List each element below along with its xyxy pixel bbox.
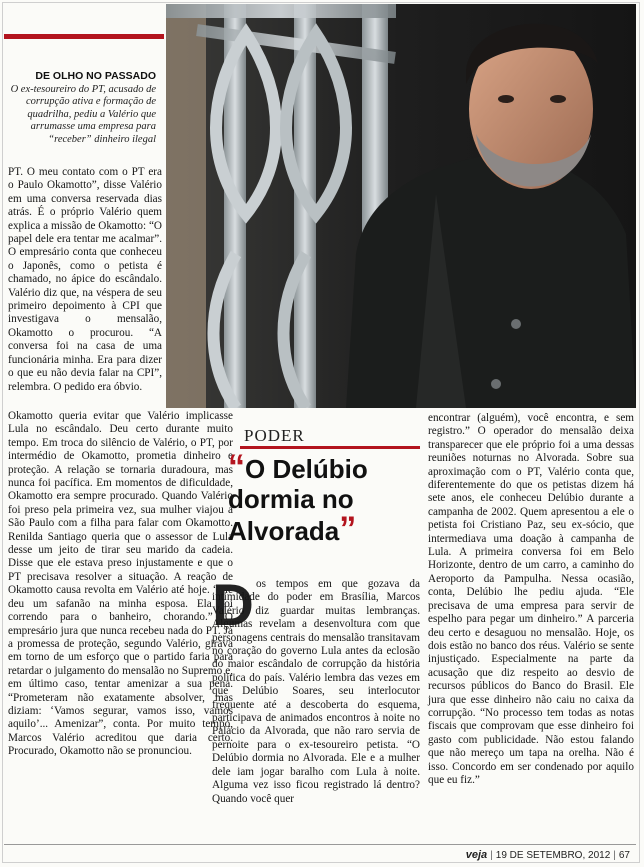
section-label: PODER — [244, 426, 305, 445]
caption-text: O ex-tesoureiro do PT, acusado de corrupção ativa e formação de quadrilha, pediu a Valério que arrumasse uma empresa para “receber” dinheiro ilegal — [10, 83, 156, 145]
page-number: 67 — [618, 850, 630, 861]
article-column-3 — [428, 412, 634, 787]
article-column-2 — [212, 573, 420, 806]
magazine-brand: veja — [465, 849, 488, 861]
issue-date: 19 DE SETEMBRO, 2012 — [495, 850, 611, 861]
accent-bar — [4, 34, 164, 39]
drop-cap: D — [212, 573, 254, 638]
article-headline — [228, 448, 428, 548]
footer-separator: | — [490, 850, 493, 861]
caption-title: DE OLHO NO PASSADO — [35, 70, 156, 82]
photo-illustration — [166, 4, 636, 408]
section-rule — [240, 446, 420, 449]
article-column-1-top — [8, 166, 162, 394]
paragraph: Okamotto queria evitar que Valério implicasse Lula no escândalo. Deu certo durante muito tempo. Em troca do silêncio de Valério, o PT, por intermédio de Okamotto, prometia dinheiro e proteção. A relação se tornaria duradoura, mas nunca foi pacífica. Em momentos de dificuldade, Okamotto era sempre procurado. Quando Valério foi preso pela primeira vez, sua mulher viajou a São Paulo com a filha para falar com Okamotto. Renilda Santiago queria que o assessor de Lula desse um jeito de tirar seu marido da cadeia. Disse que ele estava preso injustamente e que o PT precisava resolver a situação. A reação de Okamotto causa revolta em Valério até hoje. “Ele deu um safanão na minha esposa. Ela foi correndo para o banheiro, chorando.” O empresário jura que nunca recebeu nada do PT. Já a promessa de proteção, segundo Valério, girava em torno de um esforço que o partido faria para retardar o julgamento do mensalão no Supremo e, em último caso, tentar amenizar a sua pena. “Prometeram não exatamente absolver, mas diziam: ‘Vamos segurar, vamos isso, vamos aquilo’... Amenizar”, conta. Por muito tempo, Marcos Valério acreditou que daria certo. Procurado, Okamotto não se pronunciou. — [8, 410, 233, 758]
paragraph: os tempos em que gozava da intimidade do poder em Brasília, Marcos Valério diz guardar muitas lembranças. Algumas revelam a desenvoltura com que personagens centrais do mensalão transitavam no coração do governo Lula antes da eclosão do maior escândalo de corrupção da história política do país. Valério lembra das vezes em que Delúbio Soares, seu interlocutor frequente até a descoberta do esquema, participava de animados encontros à noite no Palácio da Alvorada, que não raro servia de pernoite para o ex-tesoureiro petista. “O Delúbio dormia no Alvorada. Ele e a mulher dele iam jogar baralho com Lula à noite. Alguma vez isso ficou registrado lá dentro? Quando você quer — [212, 578, 420, 805]
photo-caption — [8, 70, 156, 146]
open-quote: “ — [228, 448, 245, 486]
headline-text: O Delúbio dormia no Alvorada — [228, 454, 368, 546]
paragraph: encontrar (alguém), você encontra, e sem registro.” O operador do mensalão deixa transparecer que ele próprio foi a uma dessas reuniões noturnas no Alvorada. Sobre sua aproximação com o PT, Valério conta que, diferentemente do que os petistas dizem há sete anos, ele conheceu Delúbio durante a campanha de 2002. Quem apresentou a ele o petista foi Cristiano Paz, seu ex-sócio, que intermediava uma doação à campanha de Lula. A primeira conversa foi em Belo Horizonte, dentro de um carro, a caminho do Aeroporto da Pampulha. Nessa ocasião, conta, Delúbio lhe pediu ajuda. “Ele precisava de uma empresa para servir de espelho para pegar um dinheiro.” A parceria deu certo e desaguou no mensalão. Hoje, os dois estão no banco dos réus. Valério se sente injustiçado. Especialmente na parte da acusação que diz respeito ao desvio de recursos públicos do Banco do Brasil. Ele jura que esse dinheiro não caiu no caixa da corrupção. “No processo tem todas as notas fiscais que comprovam que esse dinheiro foi gasto com publicidade. Não estou falando que não mereço um tapa na orelha. Não é isso. Concordo em ser condenado por aquilo que eu fiz.” — [428, 412, 634, 786]
footer-separator: | — [613, 850, 616, 861]
article-photo — [166, 4, 636, 408]
article-column-1-bottom — [8, 410, 233, 759]
close-quote: ” — [339, 510, 357, 548]
paragraph: PT. O meu contato com o PT era o Paulo Okamotto”, disse Valério em uma conversa reservada dias atrás. É o próprio Valério quem explica a missão de Okamotto: “O papel dele era tentar me acalmar”. O empresário conta que conheceu o Japonês, como o petista é chamado, no ápice do escândalo. Valério diz que, na véspera de seu primeiro depoimento à CPI que investigava o mensalão, Okamotto o procurou. “A conversa foi na casa de uma funcionária minha. Era para dizer o que eu não devia falar na CPI”, relembra. O pedido era óbvio. — [8, 166, 162, 393]
page-footer — [4, 844, 636, 864]
